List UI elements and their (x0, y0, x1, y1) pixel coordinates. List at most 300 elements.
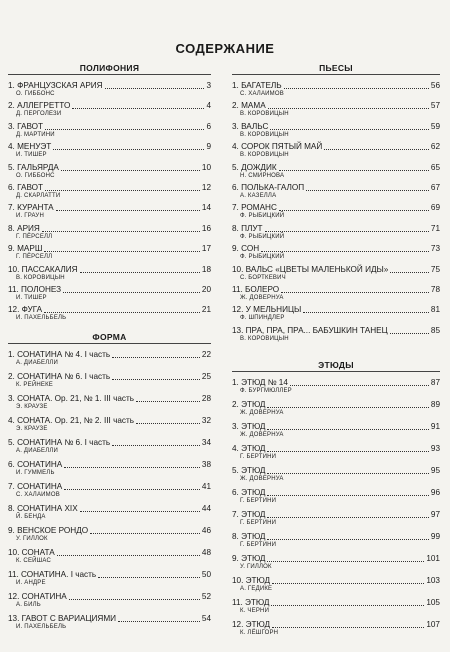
section-heading-etudes: ЭТЮДЫ (318, 360, 354, 370)
toc-entry-page: 3 (206, 81, 211, 90)
toc-entry-line (8, 224, 211, 234)
toc-entry (232, 326, 440, 343)
dot-leader (267, 472, 428, 474)
toc-entry-line (8, 504, 211, 514)
toc-entry (232, 576, 440, 593)
dot-leader (279, 169, 429, 171)
toc-entry-composer: С. БОРТКЕВИЧ (240, 274, 286, 281)
toc-entry-page: 103 (426, 576, 440, 585)
toc-entry-line (8, 438, 211, 448)
toc-entry (8, 460, 211, 477)
toc-entry-page: 34 (201, 438, 211, 447)
toc-entry-line (232, 378, 440, 388)
toc-entry-line (232, 285, 440, 295)
toc-entry-line (8, 526, 211, 536)
toc-entry (8, 372, 211, 389)
toc-entry (8, 548, 211, 565)
toc-entry-line (232, 326, 440, 336)
toc-entry (8, 224, 211, 241)
toc-entry-line (8, 592, 211, 602)
toc-entry-title: 11. БОЛЕРО (232, 285, 280, 294)
toc-entry-page: 95 (430, 466, 440, 475)
toc-entry-title: 12. У МЕЛЬНИЦЫ (232, 305, 302, 315)
toc-entry-page: 52 (201, 592, 211, 601)
toc-entry (8, 81, 211, 98)
toc-entry-title: 6. ГАВОТ (8, 183, 44, 192)
toc-entry-composer: К. СЕЙШАС (16, 558, 51, 564)
toc-entry (8, 570, 211, 587)
toc-entry-title: 13. ПРА, ПРА, ПРА... БАБУШКИН ТАНЕЦ (232, 325, 388, 335)
toc-entry (232, 101, 440, 118)
toc-entry-line (8, 265, 211, 275)
toc-entry-line (8, 460, 211, 470)
toc-entry-composer: Ж. ДОВЕРНУА (240, 295, 284, 301)
dot-leader (271, 604, 424, 606)
toc-entry-title: 2. СОНАТИНА № 6. I часть (8, 372, 111, 381)
toc-entry-title: 3. ГАВОТ (8, 121, 44, 131)
toc-entry-title: 10. ЭТЮД (232, 576, 270, 585)
toc-entry-page: 69 (430, 203, 440, 213)
toc-entry-composer: В. КОРОВИЦЫН (240, 152, 289, 159)
toc-entry (232, 466, 440, 483)
toc-entry-composer: Г. ПЁРСЕЛЛ (16, 233, 53, 240)
toc-entry-page: 75 (430, 264, 440, 274)
toc-entry-title: 7. ЭТЮД (232, 510, 266, 519)
toc-entry-page: 9 (206, 142, 211, 152)
toc-entry-page: 73 (430, 244, 440, 254)
toc-entry-title: 2. ЭТЮД (232, 400, 266, 409)
toc-entry-title: 7. СОНАТИНА (8, 482, 63, 491)
dot-leader (267, 494, 428, 496)
dot-leader (272, 626, 424, 628)
toc-entry-page: 105 (426, 598, 440, 607)
toc-entry-title: 8. АРИЯ (8, 223, 40, 233)
toc-entry-title: 13. ГАВОТ С ВАРИАЦИЯМИ (8, 614, 117, 623)
toc-entry (8, 305, 211, 322)
dot-leader (90, 532, 200, 534)
toc-entry-title: 6. ПОЛЬКА-ГАЛОП (232, 183, 305, 192)
toc-entry-line (8, 101, 211, 111)
toc-entry-title: 11. ПОЛОНЕЗ (8, 285, 62, 294)
toc-entry-composer: А. ГЕДИКЕ (240, 586, 273, 592)
toc-entry-title: 4. ЭТЮД (232, 444, 266, 453)
toc-entry-composer: Г. ПЁРСЕЛЛ (16, 254, 53, 261)
dot-leader (112, 356, 200, 358)
dot-leader (290, 384, 429, 386)
toc-entry (232, 265, 440, 282)
toc-entry-page: 81 (430, 305, 440, 315)
toc-entry (8, 482, 211, 499)
toc-entry-composer: К. ЧЕРНИ (240, 608, 270, 614)
toc-entry-title: 6. СОНАТИНА (8, 460, 63, 469)
toc-entry-page: 32 (201, 416, 211, 425)
toc-entry-page: 18 (201, 264, 211, 274)
toc-entry (232, 378, 440, 395)
toc-entry-page: 87 (430, 378, 440, 387)
toc-entry (232, 285, 440, 302)
toc-entry (8, 592, 211, 609)
toc-entry-composer: А. ДИАБЕЛЛИ (16, 360, 59, 366)
toc-entry (8, 244, 211, 261)
toc-entry (232, 598, 440, 615)
toc-entry (232, 183, 440, 200)
toc-entry-title: 7. РОМАНС (232, 203, 277, 213)
toc-entry-title: 9. СОН (232, 244, 260, 254)
dot-leader (112, 444, 200, 446)
dot-leader (270, 128, 428, 130)
toc-entry-title: 6. ЭТЮД (232, 488, 266, 497)
dot-leader (118, 620, 200, 622)
toc-entry-page: 20 (201, 285, 211, 294)
toc-entry-line (232, 265, 440, 275)
toc-entry (8, 265, 211, 282)
toc-entry-line (232, 554, 440, 564)
toc-entry (8, 183, 211, 200)
toc-entry-line (8, 122, 211, 132)
toc-entry-title: 9. ЭТЮД (232, 554, 266, 563)
toc-entry-title: 10. ПАССАКАЛИЯ (8, 264, 78, 274)
toc-entry (232, 488, 440, 505)
dot-leader (63, 291, 200, 293)
left-column (8, 0, 211, 652)
toc-entry-line (8, 203, 211, 213)
dot-leader (64, 488, 200, 490)
toc-entry-title: 5. ГАЛЬЯРДА (8, 162, 59, 172)
toc-entry-composer: Д. МАРТИНИ (16, 131, 55, 138)
dot-leader (42, 230, 200, 232)
dot-leader (390, 271, 429, 273)
section-underline (232, 371, 440, 372)
toc-entry-title: 9. МАРШ (8, 244, 43, 254)
toc-entry-page: 97 (430, 510, 440, 519)
toc-entry-title: 3. ВАЛЬС (232, 121, 269, 131)
toc-entry-composer: Ф. БУРГМЮЛЛЕР (240, 388, 292, 394)
toc-entry (232, 244, 440, 261)
toc-entry (232, 305, 440, 322)
dot-leader (272, 582, 424, 584)
toc-entry-composer: Д. ПЕРГОЛЕЗИ (16, 111, 62, 118)
toc-entry-line (8, 183, 211, 193)
dot-leader (267, 538, 428, 540)
toc-entry-title: 4. МЕНУЭТ (8, 142, 52, 152)
dot-leader (45, 128, 204, 130)
toc-entry-page: 93 (430, 444, 440, 453)
toc-entry-composer: Г. БЕРТИНИ (240, 520, 277, 526)
dot-leader (303, 311, 429, 313)
toc-entry-title: 1. СОНАТИНА № 4. I часть (8, 350, 111, 359)
toc-entry-composer: И. ПАХЕЛЬБЕЛЬ (16, 315, 67, 322)
toc-entry-page: 41 (201, 482, 211, 491)
toc-entry (232, 163, 440, 180)
toc-entry-line (232, 422, 440, 432)
toc-entry-line (232, 81, 440, 91)
toc-entry-composer: В. КОРОВИЦЫН (240, 131, 289, 138)
dot-leader (72, 107, 204, 109)
toc-entry-composer: Д. СКАРЛАТТИ (16, 193, 61, 199)
toc-entry-composer: Г. БЕРТИНИ (240, 542, 277, 548)
toc-entry-composer: К. РЕЙНЕКЕ (16, 382, 53, 388)
toc-entry (8, 203, 211, 220)
toc-entry-composer: Ф. РЫБИЦКИЙ (240, 254, 285, 261)
toc-entry-title: 8. ЭТЮД (232, 532, 266, 541)
toc-entry-line (232, 183, 440, 193)
toc-entry-line (232, 488, 440, 498)
toc-entry (232, 400, 440, 417)
toc-entry-title: 11. СОНАТИНА. I часть (8, 570, 97, 579)
toc-entry-line (8, 394, 211, 404)
toc-entry-composer: К. ЛЁШГОРН (240, 630, 279, 636)
toc-entry (8, 526, 211, 543)
dot-leader (112, 378, 200, 380)
toc-entry (232, 224, 440, 241)
dot-leader (279, 209, 429, 211)
toc-entry-title: 1. ЭТЮД № 14 (232, 378, 288, 387)
toc-entry-line (232, 598, 440, 608)
toc-entry-title: 1. ФРАНЦУЗСКАЯ АРИЯ (8, 81, 103, 90)
toc-entry (232, 620, 440, 637)
toc-entry-line (232, 224, 440, 234)
toc-entry (232, 444, 440, 461)
toc-entry-line (8, 482, 211, 492)
dot-leader (44, 311, 200, 313)
toc-entry-title: 5. ЭТЮД (232, 466, 266, 475)
toc-entry-composer: Ф. ШПИНДЛЕР (240, 315, 285, 322)
dot-leader (69, 598, 200, 600)
toc-entry-page: 96 (430, 488, 440, 497)
toc-entry-title: 2. МАМА (232, 101, 266, 111)
toc-entry-title: 4. СОНАТА. Ор. 21, № 2. III часть (8, 416, 134, 425)
dot-leader (80, 510, 200, 512)
dot-leader (98, 576, 200, 578)
toc-entry-page: 107 (426, 620, 440, 629)
toc-entry-composer: Ж. ДОВЕРНУА (240, 476, 284, 482)
toc-entry-line (232, 444, 440, 454)
toc-entry-page: 12 (201, 183, 211, 192)
toc-entry (232, 142, 440, 159)
toc-entry-composer: У. ГИЛЛОК (240, 564, 272, 570)
dot-leader (324, 148, 429, 150)
toc-entry (8, 163, 211, 180)
toc-entry-line (232, 163, 440, 173)
toc-entry (232, 510, 440, 527)
toc-entry-page: 25 (201, 372, 211, 381)
toc-entry (8, 122, 211, 139)
dot-leader (53, 148, 204, 150)
dot-leader (57, 554, 200, 556)
toc-entry-title: 4. СОРОК ПЯТЫЙ МАЙ (232, 142, 323, 152)
toc-entry-line (232, 305, 440, 315)
dot-leader (284, 87, 429, 89)
dot-leader (61, 169, 200, 171)
toc-entry-composer: В. КОРОВИЦЫН (240, 335, 289, 342)
toc-entry-line (8, 163, 211, 173)
toc-entry-page: 38 (201, 460, 211, 469)
page-title: СОДЕРЖАНИЕ (175, 41, 275, 56)
toc-entry (8, 285, 211, 302)
toc-entry-page: 28 (201, 394, 211, 403)
toc-entry-page: 22 (201, 350, 211, 359)
toc-entry-composer: У. ГИЛЛОК (16, 536, 48, 542)
toc-entry (8, 438, 211, 455)
toc-entry-title: 1. БАГАТЕЛЬ (232, 81, 282, 90)
toc-entry-composer: В. КОРОВИЦЫН (240, 111, 289, 118)
toc-entry-title: 12. ЭТЮД (232, 620, 270, 629)
toc-entry-composer: Г. БЕРТИНИ (240, 498, 277, 504)
section-heading-polyphony: ПОЛИФОНИЯ (79, 63, 140, 73)
toc-entry-title: 8. СОНАТИНА XIX (8, 504, 78, 513)
dot-leader (267, 560, 424, 562)
toc-entry-line (232, 532, 440, 542)
toc-entry-composer: Э. КРАУЗЕ (16, 404, 48, 410)
toc-entry-line (8, 285, 211, 295)
right-column (232, 0, 440, 652)
toc-entry-composer: Й. БЕНДА (16, 514, 46, 520)
toc-entry-page: 99 (430, 532, 440, 541)
toc-entry-page: 67 (430, 183, 440, 192)
dot-leader (136, 400, 200, 402)
toc-entry-page: 91 (430, 422, 440, 431)
toc-entry-line (232, 466, 440, 476)
toc-entry-composer: Ф. РЫБИЦКИЙ (240, 233, 285, 240)
toc-entry-line (232, 203, 440, 213)
toc-entry-page: 48 (201, 548, 211, 557)
dot-leader (268, 107, 429, 109)
toc-entry-page: 44 (201, 504, 211, 513)
toc-entry-page: 54 (201, 614, 211, 623)
dot-leader (267, 516, 428, 518)
toc-entry-page: 56 (430, 81, 440, 90)
toc-entry-page: 14 (201, 203, 211, 213)
toc-entry-title: 7. КУРАНТА (8, 203, 54, 213)
toc-entry-title: 3. СОНАТА. Ор. 21, № 1. III часть (8, 394, 134, 403)
toc-entry-line (232, 142, 440, 152)
toc-entry-page: 6 (206, 121, 211, 131)
toc-entry-composer: И. ТИШЕР (16, 152, 47, 159)
toc-entry-composer: Ф. РЫБИЦКИЙ (240, 213, 285, 220)
toc-entry-line (232, 620, 440, 630)
toc-entry-line (232, 244, 440, 254)
section-heading-pieces: ПЬЕСЫ (319, 63, 353, 73)
toc-entry-composer: И. ПАХЕЛЬБЕЛЬ (16, 624, 67, 630)
toc-entry-composer: С. ХАЛАИМОВ (16, 492, 60, 498)
toc-entry-composer: А. ДИАБЕЛЛИ (16, 448, 59, 454)
toc-entry-line (232, 576, 440, 586)
section-underline (8, 343, 211, 344)
toc-entry-composer: Г. БЕРТИНИ (240, 454, 277, 460)
toc-entry-composer: И. ТИШЕР (16, 295, 47, 301)
toc-entry-line (8, 416, 211, 426)
toc-entry-page: 101 (426, 554, 440, 563)
toc-entry-line (8, 570, 211, 580)
toc-entry (232, 532, 440, 549)
toc-entry-page: 57 (430, 101, 440, 111)
toc-entry-page: 62 (430, 142, 440, 152)
toc-entry-page: 85 (430, 325, 440, 335)
toc-entry-line (8, 372, 211, 382)
toc-entry-composer: Ж. ДОВЕРНУА (240, 410, 284, 416)
dot-leader (44, 250, 200, 252)
toc-entry-line (8, 244, 211, 254)
dot-leader (267, 450, 428, 452)
toc-entry-composer: А. КАЗЕЛЛА (240, 193, 277, 199)
toc-entry-title: 11. ЭТЮД (232, 598, 270, 607)
toc-entry-title: 12. ФУГА (8, 305, 43, 315)
toc-entry-title: 10. СОНАТА (8, 548, 55, 557)
toc-entry (232, 122, 440, 139)
toc-entry-page: 89 (430, 400, 440, 409)
toc-entry-composer: И. ГРАУН (16, 213, 44, 220)
section-heading-form: ФОРМА (92, 332, 127, 342)
toc-entry-line (8, 305, 211, 315)
toc-entry-page: 50 (201, 570, 211, 579)
dot-leader (56, 209, 200, 211)
toc-entry-page: 21 (201, 305, 211, 315)
dot-leader (80, 271, 200, 273)
toc-entry-line (8, 350, 211, 360)
toc-entry-line (232, 510, 440, 520)
dot-leader (45, 189, 200, 191)
toc-entry-page: 16 (201, 223, 211, 233)
dot-leader (261, 250, 429, 252)
section-underline (232, 74, 440, 75)
toc-entry (8, 350, 211, 367)
toc-entry-page: 46 (201, 526, 211, 535)
dot-leader (390, 332, 429, 334)
toc-entry-page: 71 (430, 223, 440, 233)
toc-entry (232, 203, 440, 220)
toc-entry-line (8, 614, 211, 624)
toc-entry-title: 12. СОНАТИНА (8, 592, 67, 601)
toc-entry-line (8, 142, 211, 152)
toc-entry (232, 554, 440, 571)
toc-entry-composer: А. БИЛЬ (16, 602, 41, 608)
toc-entry-composer: Э. КРАУЗЕ (16, 426, 48, 432)
dot-leader (267, 428, 428, 430)
toc-entry (8, 416, 211, 433)
dot-leader (136, 422, 200, 424)
toc-entry-page: 78 (430, 285, 440, 294)
toc-entry-line (232, 122, 440, 132)
dot-leader (306, 189, 429, 191)
toc-entry-composer: Н. СМИРНОВА (240, 172, 285, 179)
toc-entry-line (8, 548, 211, 558)
toc-entry (8, 394, 211, 411)
toc-entry-composer: И. АНДРЕ (16, 580, 46, 586)
toc-entry-title: 8. ПЛУТ (232, 223, 263, 233)
toc-entry (232, 422, 440, 439)
toc-entry (8, 504, 211, 521)
toc-entry (8, 142, 211, 159)
toc-entry-page: 4 (206, 101, 211, 111)
section-underline (8, 74, 211, 75)
toc-entry-line (8, 81, 211, 91)
toc-entry-title: 3. ЭТЮД (232, 422, 266, 431)
dot-leader (64, 466, 200, 468)
toc-entry-composer: О. ГИББОНС (16, 91, 55, 97)
toc-entry (232, 81, 440, 98)
toc-entry (8, 614, 211, 631)
toc-entry-composer: Ж. ДОВЕРНУА (240, 432, 284, 438)
toc-entry (8, 101, 211, 118)
toc-entry-title: 9. ВЕНСКОЕ РОНДО (8, 526, 89, 535)
dot-leader (265, 230, 429, 232)
toc-entry-page: 59 (430, 121, 440, 131)
toc-entry-line (232, 400, 440, 410)
toc-entry-title: 2. АЛЛЕГРЕТТО (8, 101, 71, 111)
toc-entry-title: 5. СОНАТИНА № 6. I часть (8, 438, 111, 447)
toc-entry-page: 10 (201, 162, 211, 172)
toc-entry-page: 17 (201, 244, 211, 254)
